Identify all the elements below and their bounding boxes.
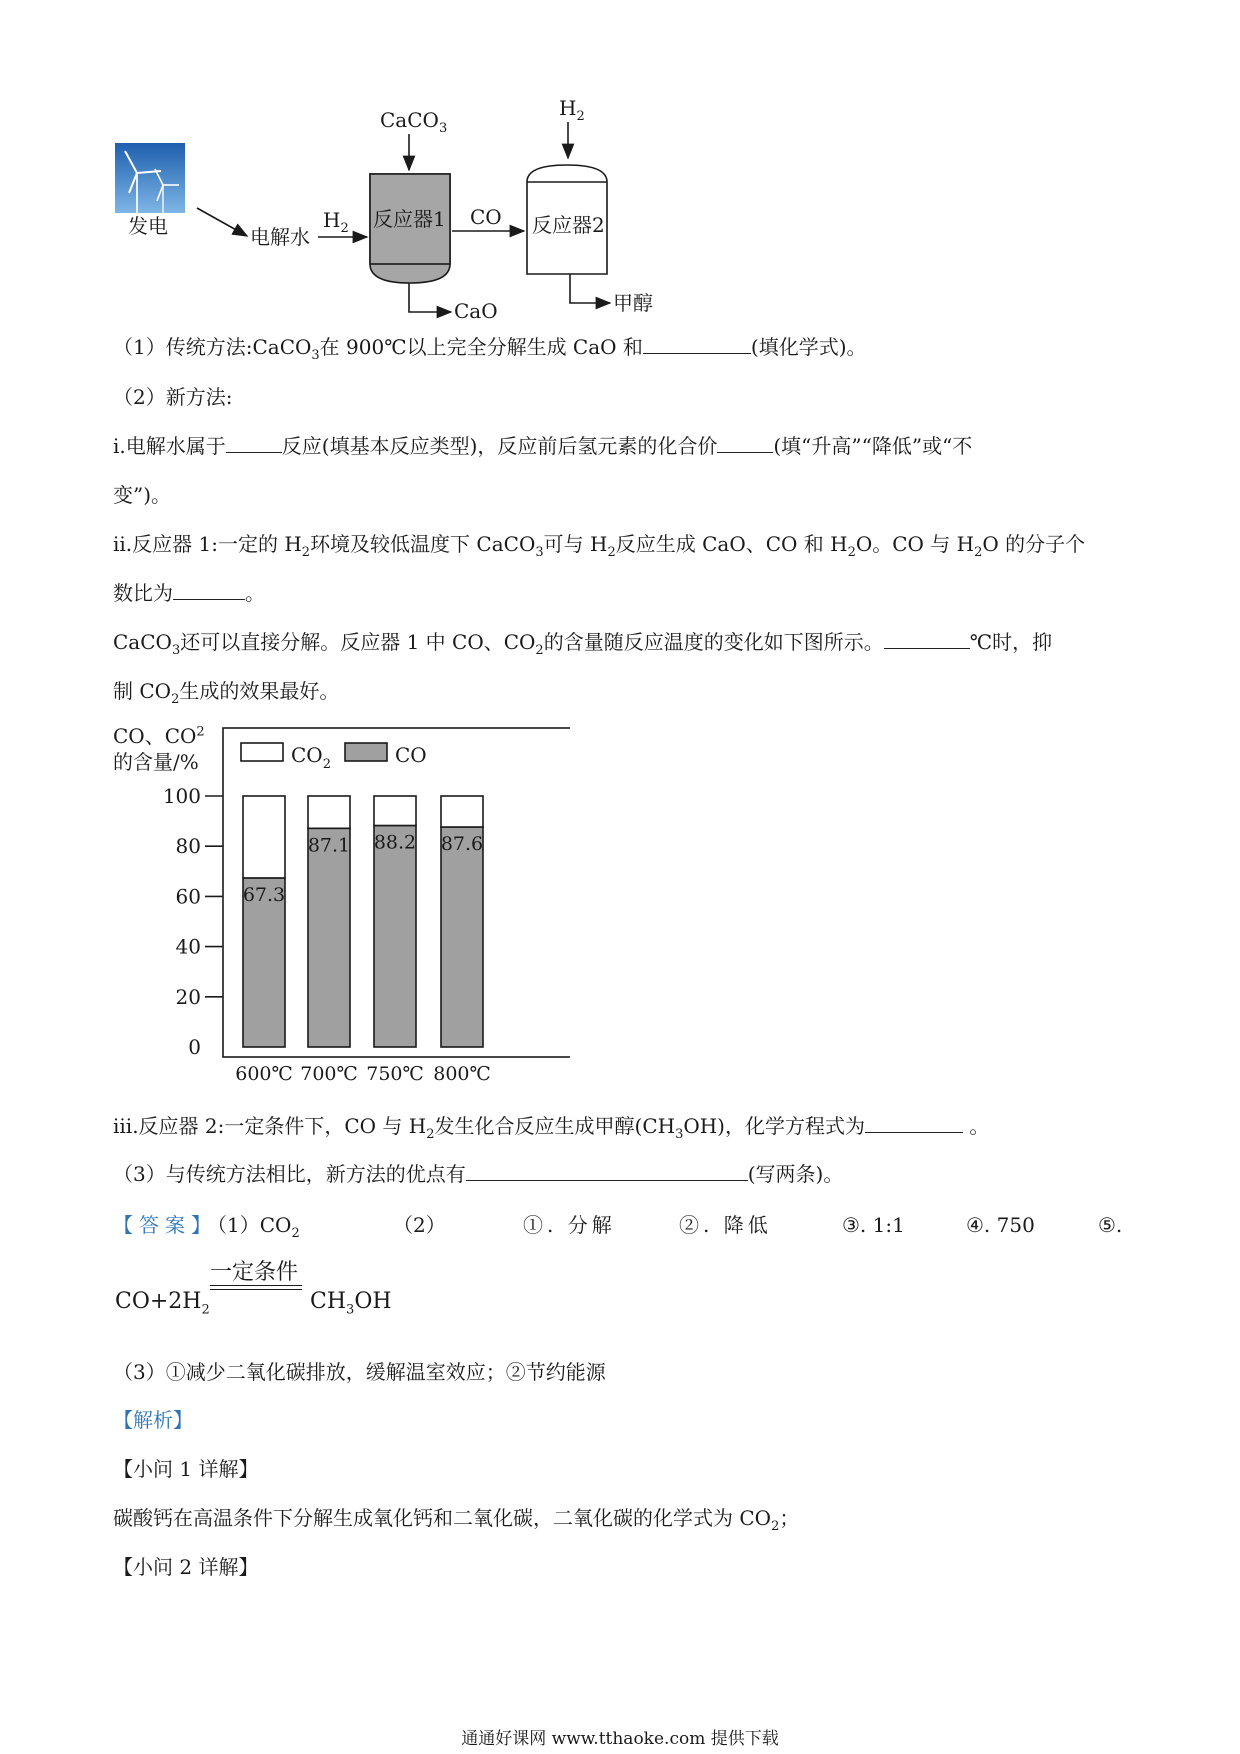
reactor-1-label: 反应器1 — [373, 207, 446, 231]
electrolysis-label: 电解水 — [250, 225, 310, 249]
bar-co2 — [243, 796, 285, 878]
chart-ylabel: CO、$CO^2$ 的含量/% — [113, 724, 205, 774]
power-label: 发电 — [128, 214, 168, 238]
y-tick-label: 100 — [162, 784, 201, 808]
bar-value-label: 67.3 — [242, 884, 286, 907]
h2-left-label: $H_2$ — [323, 208, 349, 236]
y-tick-label: 0 — [188, 1035, 201, 1059]
bar-value-label: 88.2 — [373, 831, 417, 854]
answer-blank[interactable] — [865, 1112, 963, 1133]
bar-value-label: 87.6 — [440, 833, 484, 856]
question-2-ii-cont: 数比为 。 — [113, 581, 265, 605]
bar-chart — [100, 720, 570, 1100]
legend-label: $CO_2$ — [291, 743, 331, 772]
answer-blank[interactable] — [226, 432, 282, 453]
y-tick-label: 20 — [175, 984, 201, 1009]
answer-blank[interactable] — [717, 432, 773, 453]
question-3: （3）与传统方法相比，新方法的优点有 (写两条)。 — [113, 1162, 844, 1186]
bar-co2 — [308, 796, 350, 828]
y-tick-label: 80 — [175, 834, 201, 859]
answer-blank[interactable] — [466, 1160, 748, 1181]
legend-swatch — [241, 743, 283, 761]
co-label: CO — [470, 205, 502, 229]
bar-value-label: 87.1 — [307, 834, 351, 857]
answer-blank[interactable] — [643, 333, 751, 354]
x-tick-label: 800℃ — [433, 1063, 491, 1085]
bar-co — [308, 828, 350, 1047]
equation-equals-sign — [210, 1285, 302, 1290]
question-2: （2）新方法: — [113, 385, 233, 409]
x-tick-label: 750℃ — [366, 1063, 424, 1085]
bar-co — [374, 826, 416, 1047]
y-tick-label: 40 — [175, 934, 201, 959]
chemical-equation: 一定条件 $CO+2H_2$ $CH_3OH$ — [115, 1260, 392, 1318]
question-2-ii: ii.反应器 1:一定的 $H_2$环境及较低温度下 CaCO$_3$可与 $H_2$反应生成 CaO、CO 和 $H_2O$。CO 与 $H_2O$ 的分子个 — [113, 532, 1086, 560]
x-tick-label: 700℃ — [300, 1063, 358, 1085]
answer-line: 【答案】$(1)CO_2$ （2） ①. 分解 ②. 降低 ③. 1:1 ④. 750 ⑤. — [113, 1213, 1123, 1241]
legend-swatch — [345, 743, 387, 761]
y-tick-label: 60 — [175, 884, 201, 909]
flow-arrows — [0, 0, 1240, 330]
sub-question-2-heading: 【小问 2 详解】 — [113, 1555, 259, 1579]
caco3-label: CaCO$_3$ — [380, 108, 448, 136]
bar-co2 — [441, 796, 483, 827]
answer-blank[interactable] — [173, 579, 245, 600]
cao-label: CaO — [454, 299, 498, 323]
answer-3: （3）①减少二氧化碳排放，缓解温室效应；②节约能源 — [113, 1360, 606, 1384]
sub-question-1-heading: 【小问 1 详解】 — [113, 1457, 259, 1481]
answer-label: 【答案】 — [113, 1213, 217, 1237]
legend-label: CO — [395, 743, 427, 767]
question-2-iii: iii.反应器 2:一定条件下，CO 与 $H_2$发生化合反应生成甲醇$(CH_3OH)$，化学方程式为 。 — [113, 1114, 990, 1142]
methanol-label: 甲醇 — [613, 291, 653, 315]
question-1: （1）传统方法:CaCO$_3$在 900℃以上完全分解生成 CaO 和 (填化学式)。 — [113, 335, 867, 363]
question-2-ii-chart-text-cont: 制 $CO_2$生成的效果最好。 — [113, 679, 340, 707]
question-2-ii-chart-text: CaCO$_3$还可以直接分解。反应器 1 中 CO、$CO_2$的含量随反应温度的变化如下图所示。 ℃时，抑 — [113, 630, 1053, 658]
question-2-i-cont: 变”)。 — [113, 483, 172, 507]
page-footer: 通通好课网 www.tthaoke.com 提供下载 — [461, 1729, 779, 1749]
analysis-label: 【解析】 — [113, 1408, 193, 1432]
x-tick-label: 600℃ — [235, 1063, 293, 1085]
reactor-2-label: 反应器2 — [532, 213, 605, 237]
h2-top-label: $H_2$ — [559, 96, 585, 124]
bar-co — [441, 827, 483, 1047]
answer-blank[interactable] — [884, 628, 970, 649]
sub-question-1-body: 碳酸钙在高温条件下分解生成氧化钙和二氧化碳，二氧化碳的化学式为 $CO_2$； — [113, 1506, 800, 1534]
bar-co2 — [374, 796, 416, 826]
question-2-i: i.电解水属于 反应(填基本反应类型)，反应前后氢元素的化合价 (填“升高”“降低”或“不 — [113, 434, 973, 458]
